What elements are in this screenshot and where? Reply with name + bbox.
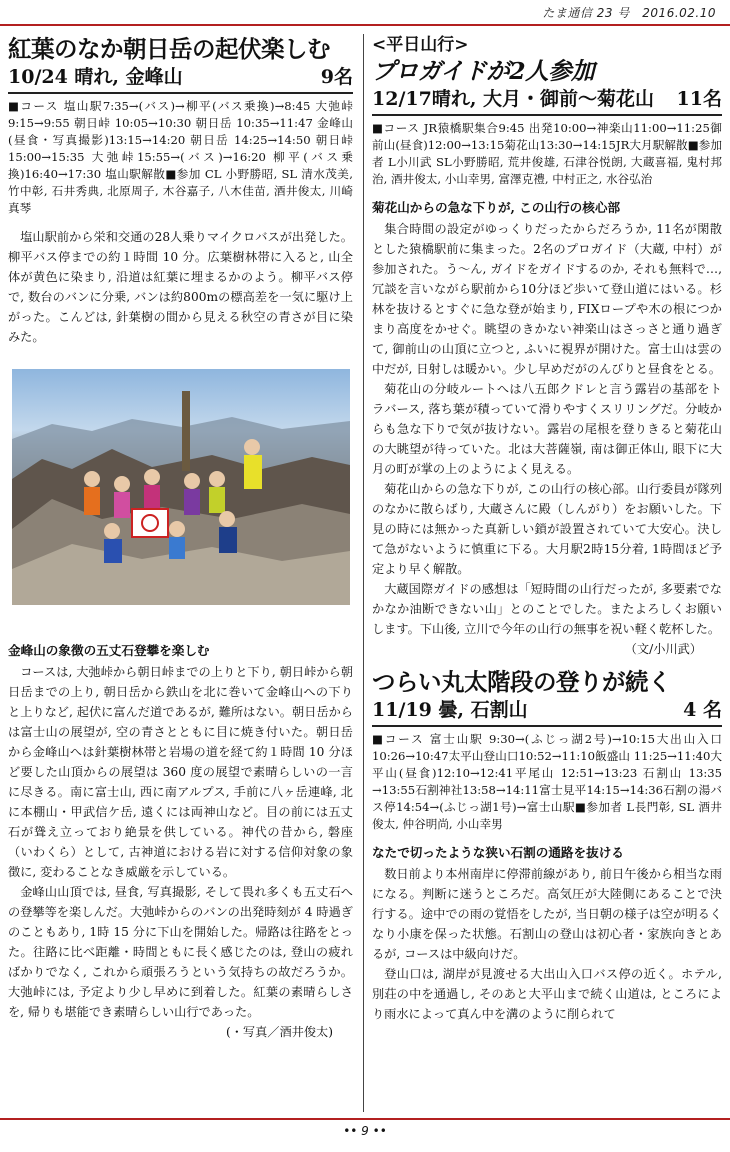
section-heading: 菊花山からの急な下りが, この山行の核心部 (372, 200, 621, 215)
article-tag: <平日山行> (372, 35, 469, 55)
body-paragraph: 金峰山山頂では, 昼食, 写真撮影, そして畏れ多くも五丈石への登攀等を楽しんだ。大弛峠からのバンの出発時刻が 4 時過ぎのこともあり, 1時 15 分に下山を開始した。帰路は往路をとった。往路に比べ距離・時間ともに長く感じたのは, 登山の疲ればかりでなく, これから頑張ろうという気持ちの故だろうか。 大弛峠には, 予定より少し早めに到着した。紅葉の素晴らしさを, 帰りも堪能でき素晴らしい山行であった。 (8, 885, 353, 1019)
article-plo-guide (372, 34, 722, 659)
article-title: つらい丸太階段の登りが続く (372, 668, 671, 696)
summit-group-photo (12, 369, 350, 605)
article-title: プロガイドが2人参加 (372, 57, 595, 85)
footer-rule (0, 1118, 730, 1120)
body-paragraph: 菊花山の分岐ルートへは八五郎クドレと言う露岩の基部をトラバース, 落ち葉が積っていて滑りやすくスリリングだ。分岐からも急な下りで気が抜けない。露岩の尾根を登りきると菊花山の大眺望が待っていた。北は大菩薩嶺, 南は御正体山, 眼下に大月の町が掌の上のようによく見える。 (372, 382, 722, 476)
intro-paragraph: 塩山駅前から栄和交通の28人乗りマイクロバスが出発した。柳平バス停までの約１時間 10 分。広葉樹林帯に入ると, 山全体が黄色に染まり, 沿道は紅葉に埋まるかのよう。柳平バス停で, 数台のバンに分乗, バンは約800mの標高差を一気に駆け上がった。こんどは, 針葉樹の間から見える秋空の青さが目に染みた。 (8, 230, 353, 344)
article-ishiwarisan (372, 667, 722, 1024)
body-paragraph: 菊花山からの急な下りが, この山行の核心部。山行委員が隊列のなかに散らばり, 大蔵さんに殿（しんがり）をお願いした。下見の時には無かった真新しい鎖が設置されていて大安心。決して急がないように慎重に下る。大月駅2時15分着, 1時間ほど予定より早く解散。 (372, 482, 722, 576)
page-number: •• 9 •• (343, 1124, 387, 1138)
participant-count: 11名 (676, 88, 722, 110)
section-heading: 金峰山の象徴の五丈石登攀を楽しむ (8, 643, 210, 658)
body-paragraph: 数日前より本州南岸に停滞前線があり, 前日午後から相当な雨になる。判断に迷うところだ。高気圧が大陸側にあることで決行する。途中での雨の覚悟をしたが, 当日朝の様子は空が明るくなり小康を保った状態。石割山の登山は初心者・家族向きとあるが, コースは中級向けだ。 (372, 867, 722, 961)
body-paragraph: 大蔵国際ガイドの感想は「短時間の山行だったが, 多要素でなかなか油断できない山」とのことでした。またよろしくお願いします。下山後, 立川で今年の山行の無事を祝い軽く乾杯した。 (372, 582, 722, 636)
article-kinpusan (8, 34, 353, 1042)
right-column (372, 34, 722, 1024)
article-subtitle (8, 64, 353, 94)
article-title: 紅葉のなか朝日岳の起伏楽しむ (8, 35, 330, 63)
date-weather-mountain: 11/19 曇, 石割山 (372, 699, 528, 721)
author-credit: （文/小川武） (624, 642, 702, 656)
article-subtitle (372, 86, 722, 116)
mountain-summit-group-photo-icon (12, 369, 350, 605)
course-info: ■コース 富士山駅 9:30→(ふじっ湖2号)→10:15大出山入口10:26→10:47太平山登山口10:52→11:10飯盛山 11:25→11:40大平山(昼食)12:10→12:41平尾山 12:51→13:23 石割山 13:35 →13:55石割神社13:58→14:11富士見平14:15→14:36石割の湯バス停14:54→(ふじっ湖1号)→富士山駅■参加者 L長門彰, SL 酒井俊太, 仲谷明尚, 小山幸男 (372, 732, 722, 831)
header-rule (0, 24, 730, 26)
body-paragraph: 登山口は, 湖岸が見渡せる大出山入口バス停の近く。ホテル, 別荘の中を通過し, そのあと大平山まで続く山道は, ところにより雨水によって真ん中を溝のように削られて (372, 967, 722, 1021)
date-weather-mountain: 10/24 晴れ, 金峰山 (8, 66, 183, 88)
participant-count: 9名 (320, 66, 353, 88)
course-info: ■コース JR猿橋駅集合9:45 出発10:00→神楽山11:00→11:25御前山(昼食)12:00→13:15菊花山13:30→14:15JR大月駅解散■参加者 L小川武 SL小野勝昭, 荒井俊雄, 石津谷悦朗, 大蔵喜福, 鬼村邦治, 酒井俊太, 小山幸男, 富澤克禮, 中村正之, 水谷弘治 (372, 121, 722, 186)
photo-credit: (・写真／酒井俊太) (225, 1025, 333, 1039)
date-weather-mountain: 12/17晴れ, 大月・御前～菊花山 (372, 88, 655, 110)
column-divider (363, 34, 364, 1112)
course-info: ■コース 塩山駅7:35→(バス)→柳平(バス乗換)→8:45 大弛峠 9:15→9:55 朝日峠 10:05→10:30 朝日岳 10:35→11:47 金峰山(昼食・写真撮影)13:15→14:20 朝日岳 14:25→14:50 朝日峠 15:00→15:35 大弛峠15:55→(バス)→16:20 柳平(バス乗換)16:40→17:30 塩山駅解散■参加 CL 小野勝昭, SL 清水茂美, 竹中彰, 石井秀典, 北原周子, 木谷嘉子, 八木佳苗, 酒井俊太, 川崎真琴 (8, 99, 353, 215)
article-subtitle (372, 697, 722, 727)
header-issue-date: たま通信 23 号 2016.02.10 (542, 6, 716, 20)
participant-count: 4 名 (683, 699, 722, 721)
section-heading: なたで切ったような狭い石割の通路を抜ける (372, 845, 624, 860)
body-paragraph: 集合時間の設定がゆっくりだったからだろうか, 11名が閑散とした猿橋駅前に集まった。2名のプロガイド（大蔵, 中村）が参加された。う～ん, ガイドをガイドするのか, それも無料で…, 冗談を言いながら駅前から10分ほど歩いて登山道にはいる。杉林を抜けるとすぐに急な登が始まり, FIXロープや木の根につかまり高度をかせぐ。眺望のきかない神楽山はさっさと通り過ぎて, 御前山の山頂に立つと, ふいに視界が開けた。富士山は雲の中だが, 日射しは暖かい。少し早めだがのんびりと昼食をとる。 (372, 222, 722, 376)
body-paragraph: コースは, 大弛峠から朝日峠までの上りと下り, 朝日峠から朝日岳までの上り, 朝日岳から鉄山を北に巻いて金峰山への下りと上りなど, 起伏に富んだ道であるが, 難所はない。朝日岳からは富士山の展望が, 空の青さとともに目に焼き付いた。朝日岳から金峰山へは針葉樹林帯と岩場の道を経て約１時間 10 分ほど要した山頂からの展望は 360 度の展望で素晴らしいの一言に尽きる。南に富士山, 西に南アルプス, 手前に八ヶ岳連峰, 北に本棚山・甲武信ケ岳, 遠くには両神山など。目の前には五丈石が聳え立っており絶景を供している。神代の昔から, 磐座（いわくら）として, 古神道における岩に対する信仰対象の象徴に, 変わることなき威厳を示している。 (8, 665, 353, 879)
